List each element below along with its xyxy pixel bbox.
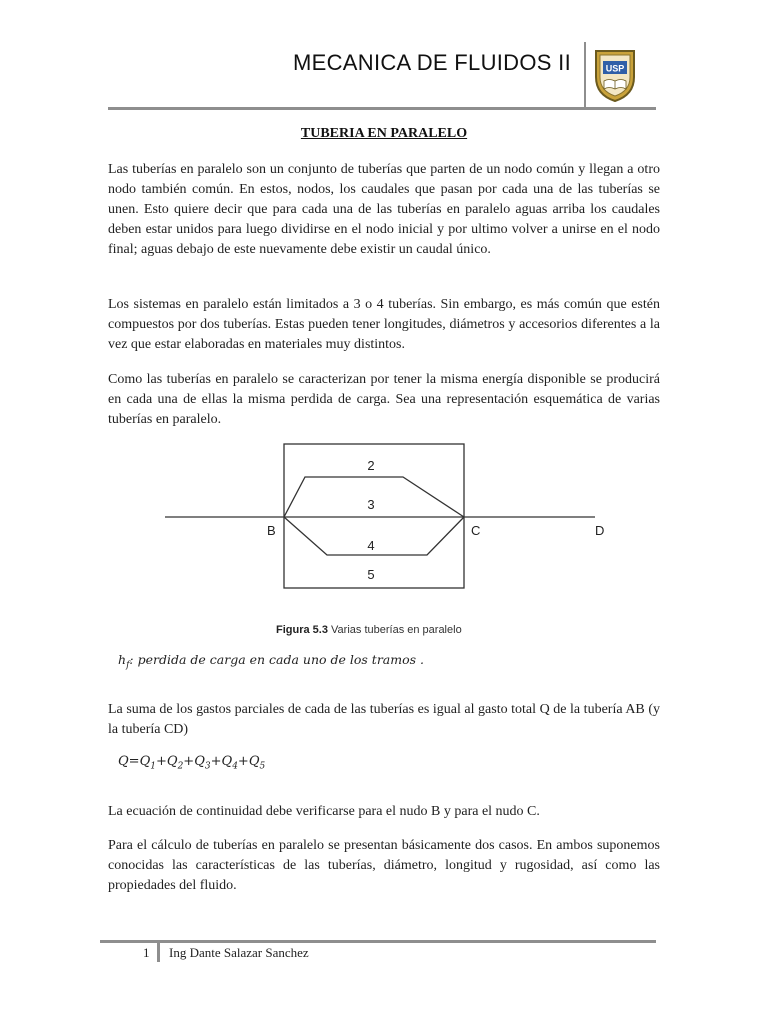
paragraph-limits: Los sistemas en paralelo están limitados a 3 o 4 tuberías. Sin embargo, es más común que estén compuestos por dos tuberías. Estas pueden tener longitudes, diámetros y accesorios diferentes a la vez que estar elaboradas en materiales muy distintos. [108, 297, 660, 352]
hf-symbol: h [118, 652, 127, 667]
q-term-subscript: 2 [177, 761, 184, 772]
q-term: Q [166, 754, 178, 769]
head-loss-definition [118, 652, 424, 671]
logo-lettering: USP [605, 63, 625, 74]
node-label-b: B [267, 523, 276, 538]
node-label-c: C [471, 523, 481, 538]
footer-rule [100, 940, 656, 943]
q-term: Q [194, 754, 205, 769]
page-number: 1 [143, 945, 150, 960]
q-total-symbol: Q [118, 754, 129, 769]
paragraph-definition: Las tuberías en paralelo son un conjunto de tuberías que parten de un nodo común y llegan a otro nodo también común. En estos, nodos, los caudales que pasan por cada una de las tuberías se unen. Esto quiere decir que para cada una de las tuberías en paralelo aguas arriba los caudales deben estar unidos para luego dividirse en el nodo inicial y por ultimo volver a unirse en el nodo final; aguas debajo de este nuevamente debe existir un caudal único. [108, 162, 660, 257]
q-term-subscript: 1 [150, 761, 156, 772]
paragraph-flow-sum: La suma de los gastos parciales de cada de las tuberías es igual al gasto total Q de la tubería AB (y la tubería CD) [108, 702, 660, 737]
q-term-subscript: 4 [232, 761, 238, 772]
paragraph-cases: Para el cálculo de tuberías en paralelo se presentan básicamente dos casos. En ambos suponemos conocidas las características de las tuberías, diámetro, longitud y rugosidad, así como las propiedades del fluido. [108, 838, 660, 893]
university-crest-logo [592, 47, 638, 103]
plus-sign: + [237, 754, 249, 769]
parallel-pipes-diagram [165, 442, 605, 592]
paragraph-continuity: La ecuación de continuidad debe verificarse para el nudo B y para el nudo C. [108, 804, 540, 819]
q-term: Q [248, 754, 260, 769]
document-header-title: MECANICA DE FLUIDOS II [293, 50, 571, 75]
flow-sum-formula [118, 754, 265, 772]
hf-subscript: f [126, 660, 130, 671]
header-divider [584, 42, 586, 107]
figure-caption [276, 624, 462, 636]
plus-sign: + [183, 754, 195, 769]
paragraph-energy: Como las tuberías en paralelo se caracterizan por tener la misma energía disponible se producirá en cada una de ellas la misma perdida de carga. Sea una representación esquemática de varias tuberías en paralelo. [108, 372, 660, 427]
section-heading: TUBERIA EN PARALELO [300, 126, 468, 141]
pipe-label-3: 3 [367, 497, 375, 512]
footer-author: Ing Dante Salazar Sanchez [169, 945, 309, 960]
q-term-subscript: 3 [204, 761, 211, 772]
footer-divider [157, 943, 160, 962]
equals-sign: = [128, 754, 140, 769]
pipe-label-5: 5 [367, 567, 375, 582]
figure-caption-number: Figura 5.3 [276, 624, 328, 636]
q-term: Q [139, 754, 151, 769]
plus-sign: + [155, 754, 167, 769]
q-term-subscript: 5 [259, 761, 266, 772]
figure-caption-text: Varias tuberías en paralelo [331, 624, 462, 636]
node-label-d: D [595, 523, 605, 538]
header-rule [108, 107, 656, 110]
pipe-label-2: 2 [367, 458, 375, 473]
plus-sign: + [210, 754, 222, 769]
q-term: Q [221, 754, 233, 769]
hf-description: : perdida de carga en cada uno de los tramos . [129, 652, 424, 667]
pipe-label-4: 4 [367, 538, 375, 553]
